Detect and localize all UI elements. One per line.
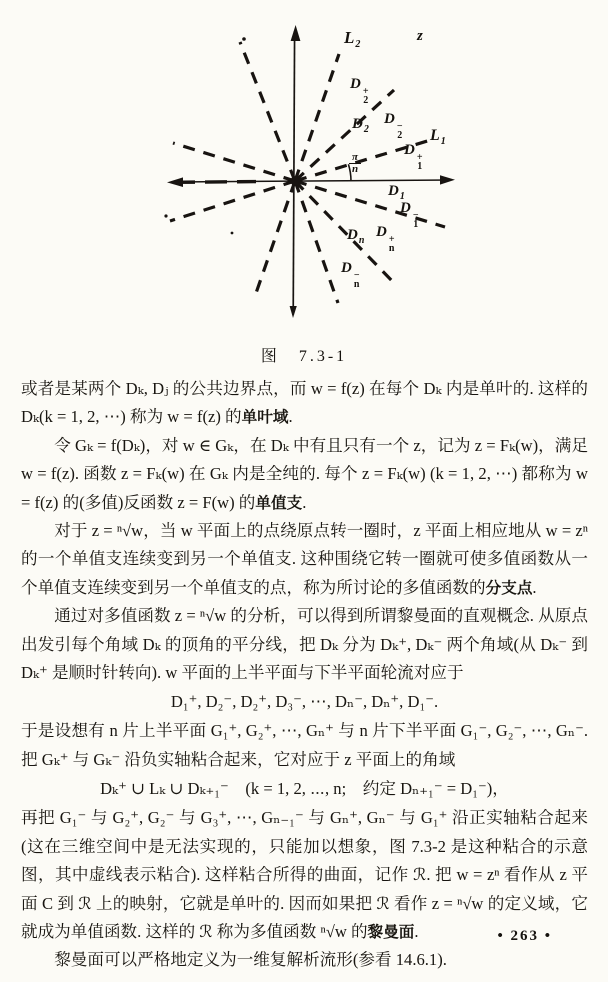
arrow-right-icon bbox=[440, 175, 455, 184]
real-axis-bold-dashes bbox=[173, 182, 256, 183]
ray-upper-left-steep bbox=[240, 42, 295, 181]
display-formula-union: Dₖ⁺ ∪ Lₖ ∪ Dₖ₊₁⁻ (k = 1, 2, ⋯, n; 约定 Dₙ₊₁⁻ = D₁⁻)， bbox=[100, 779, 509, 799]
label-Dn: $D_n$ bbox=[347, 227, 365, 246]
label-L2: $L_2$ bbox=[344, 28, 361, 50]
origin-point bbox=[290, 176, 299, 185]
sector-boundary-rays bbox=[170, 42, 445, 303]
paragraph-branch-point: 对于 z = ⁿ√w，当 w 平面上的点绕原点转一圈时，z 平面上相应地从 w = zⁿ 的一个单值支连续变到另一个单值支. 这种围绕它转一圈就可使多值函数从一个单值支连续变到另一个单值支的点，称为所讨论的多值函数的分支点. bbox=[21, 521, 588, 597]
display-formula-sector-sequence: D₁⁺, D₂⁻, D₂⁺, D₃⁻, ⋯, Dₙ⁻, Dₙ⁺, D₁⁻. bbox=[170, 692, 439, 712]
label-D1-minus: D − 1 bbox=[400, 200, 419, 230]
axis-arrowheads bbox=[167, 25, 455, 318]
ray-lower-left-steep bbox=[255, 181, 295, 296]
axes bbox=[171, 28, 451, 315]
page-number: • 263 • bbox=[497, 928, 552, 944]
label-D2-plus: D + 2 bbox=[350, 76, 369, 106]
ray-lower-right-steep bbox=[295, 181, 338, 303]
speck bbox=[231, 232, 234, 235]
paragraph-manifold-definition: 黎曼面可以严格地定义为一维复解析流形(参看 14.6.1). bbox=[54, 950, 447, 970]
z-plane-star-diagram bbox=[0, 0, 608, 332]
paragraph-half-planes: 于是设想有 n 片上半平面 G₁⁺, G₂⁺, ⋯, Gₙ⁺ 与 n 片下半平面 G₁⁻, G₂⁻, ⋯, Gₙ⁻. 把 Gₖ⁺ 与 Gₖ⁻ 沿负实轴粘合起来，它对应于 z 平面上的角域 bbox=[21, 721, 588, 769]
speck bbox=[242, 37, 246, 41]
paragraph-univalent-domain: 或者是某两个 Dₖ, Dⱼ 的公共边界点，而 w = f(z) 在每个 Dₖ 内是单叶的. 这样的 Dₖ(k = 1, 2, ⋯) 称为 w = f(z) 的单叶域. bbox=[21, 379, 588, 427]
label-L1: $L_1$ bbox=[430, 127, 446, 147]
label-D2-minus: D − 2 bbox=[384, 111, 403, 141]
bold-term: 分支点 bbox=[485, 578, 533, 597]
ray-upper-left-shallow bbox=[173, 143, 295, 181]
figure-7-3-1 bbox=[0, 0, 608, 370]
label-z-plane: z bbox=[417, 28, 423, 44]
ray-lower-left-shallow bbox=[170, 181, 295, 221]
bold-term: 黎曼面 bbox=[367, 922, 415, 941]
figure-caption: 图 7.3-1 bbox=[260, 348, 348, 365]
speck bbox=[164, 214, 167, 217]
label-Dn-minus: D − n bbox=[341, 260, 360, 290]
arrow-down-icon bbox=[290, 306, 297, 318]
bold-term: 单叶域 bbox=[241, 408, 289, 427]
label-D1-plus: D + 1 bbox=[404, 142, 423, 172]
bold-term: 单值支 bbox=[255, 493, 303, 512]
paragraph-riemann-intro: 通过对多值函数 z = ⁿ√w 的分析，可以得到所谓黎曼面的直观概念. 从原点出发引每个角域 Dₖ 的顶角的平分线，把 Dₖ 分为 Dₖ⁺, Dₖ⁻ 两个角域(从 Dₖ⁻ 到 Dₖ⁺ 是顺时针转向). w 平面的上半平面与下半平面轮流对应于 bbox=[21, 606, 588, 683]
paragraph-single-valued-branch: 令 Gₖ = f(Dₖ)，对 w ∈ Gₖ，在 Dₖ 中有且只有一个 z，记为 z = Fₖ(w)，满足 w = f(z). 函数 z = Fₖ(w) 在 Gₖ 内是全纯的. 每个 z = Fₖ(w) (k = 1, 2, ⋯) 都称为 w = f(z) 的(多值)反函数 z = F(w) 的单值支. bbox=[21, 435, 588, 512]
label-D1: $D_1$ bbox=[388, 183, 405, 202]
arrow-up-icon bbox=[291, 25, 301, 41]
label-Dn-plus: D + n bbox=[376, 224, 395, 254]
arrow-left-icon bbox=[167, 177, 183, 187]
body-text bbox=[21, 375, 588, 975]
paragraph-gluing: 再把 G₁⁻ 与 G₂⁺, G₂⁻ 与 G₃⁺, ⋯, Gₙ₋₁⁻ 与 Gₙ⁺, Gₙ⁻ 与 G₁⁺ 沿正实轴粘合起来(这在三维空间中是无法实现的，只能加以想象，图 7.3-2 是这种粘合的示意图，其中虚线表示粘合). 这样粘合所得的曲面，记作 ℛ. 把 w = zⁿ 看作从 z 平面 C 到 ℛ 上的映射，它就是单叶的. 因而如果把 ℛ 看作 z = ⁿ√w 的定义域，它就成为单值函数. 这样的 ℛ 称为多值函数 ⁿ√w 的黎曼面. bbox=[21, 808, 588, 941]
label-angle-pi-over-n: $\frac{\pi}{n}$ bbox=[349, 149, 361, 175]
label-D2: $D_2$ bbox=[352, 116, 369, 135]
